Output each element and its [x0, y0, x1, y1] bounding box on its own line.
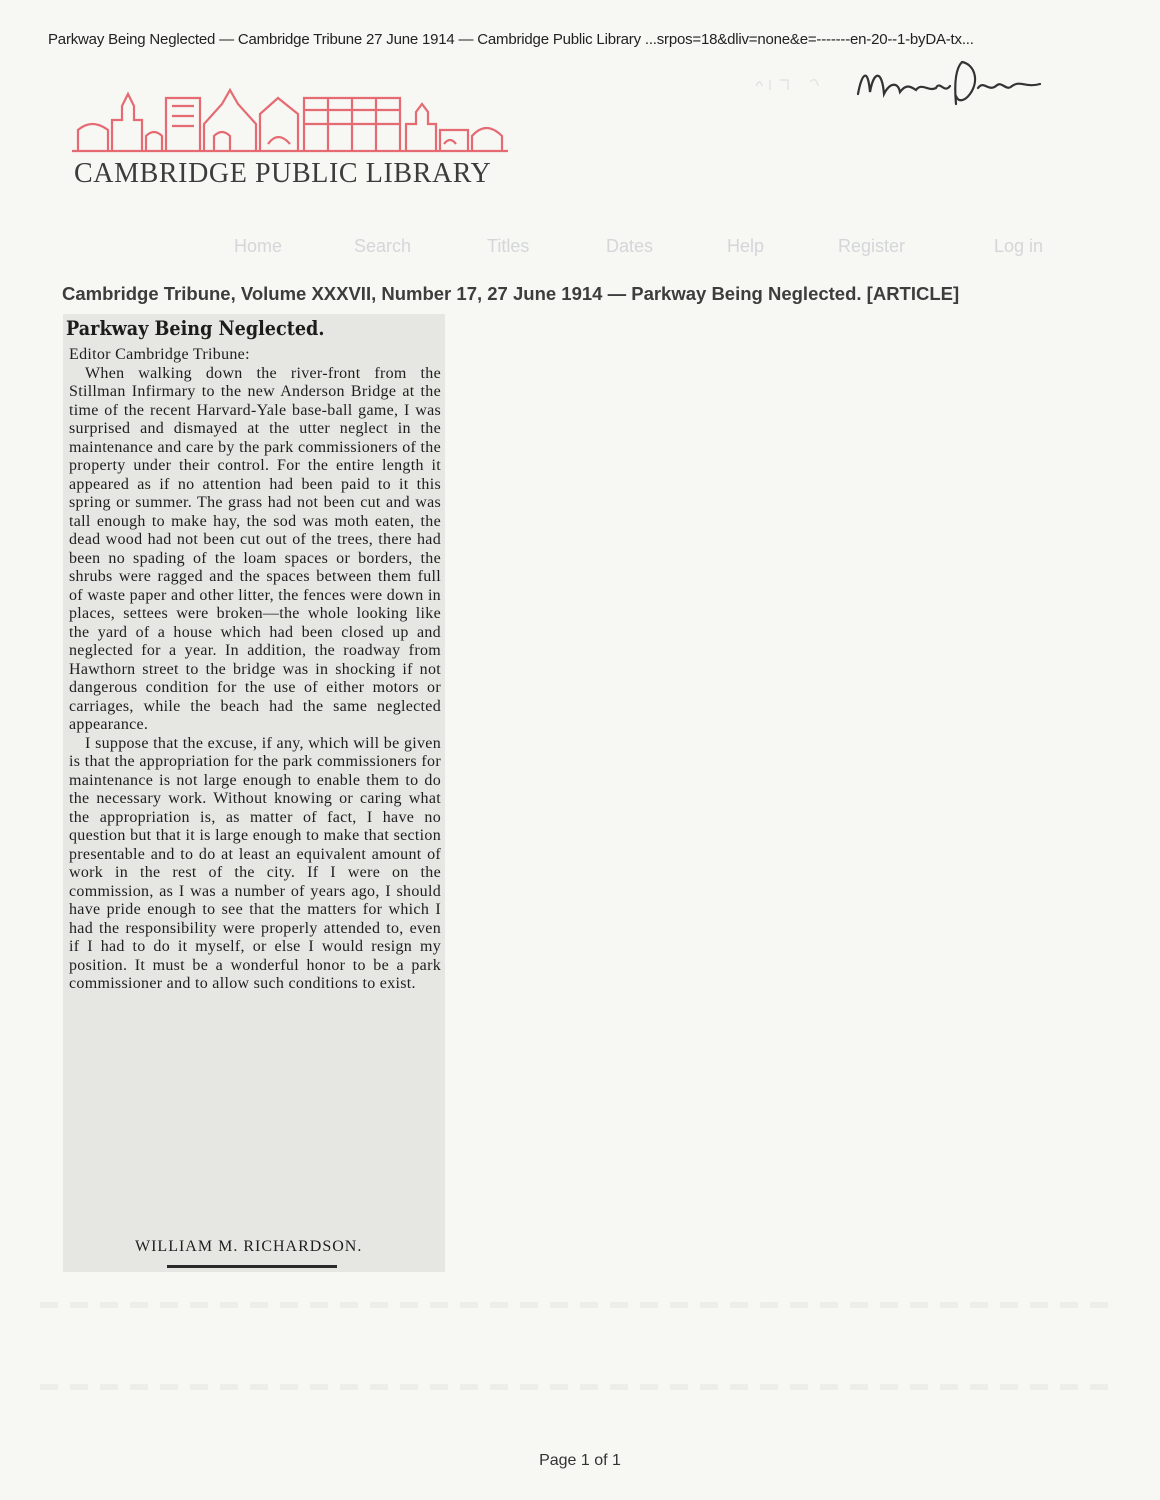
scan-artifact	[40, 1302, 1120, 1308]
nav-help-link[interactable]: Help	[727, 236, 765, 256]
article-citation: Cambridge Tribune, Volume XXXVII, Number 17, 27 June 1914 — Parkway Being Neglected. [ARTICLE]	[62, 283, 960, 304]
handwritten-annotation	[750, 52, 1060, 116]
article-paragraph: When walking down the river-front from the Stillman Infirmary to the new Anderson Bridge at the time of the recent Harvard-Yale base-ball game, I was surprised and dismayed at the utter neglect in the maintenance and care by the park commissioners of the property under their control. For the entire length it appeared as if no attention had been paid to it this spring or summer. The grass had not been cut and was tall enough to make hay, the sod was moth eaten, the dead wood had not been cut out of the trees, there had been no spading of the loam spaces or borders, the shrubs were ragged and the spaces between them full of waste paper and other litter, the fences were down in places, settees were broken—the whole looking like the yard of a house which had been closed up and neglected for a year. In addition, the roadway from Hawthorn street to the bridge was in shocking if not dangerous condition for the use of either motors or carriages, while the beach had the same neglected appearance.	[69, 364, 441, 733]
nav-dates-link[interactable]: Dates	[606, 236, 654, 256]
main-nav	[0, 236, 1160, 260]
library-skyline-logo	[72, 84, 512, 154]
scan-artifact	[40, 1384, 1120, 1390]
nav-login-link[interactable]: Log in	[994, 236, 1044, 256]
article-paragraph: I suppose that the excuse, if any, which will be given is that the appropriation for the park commissioners for maintenance is not large enough to enable them to do the necessary work. Without knowing or caring what the appropriation is, as matter of fact, I have no question but that it is large enough to make that section presentable and to do at least an equivalent amount of work in the rest of the city. If I were on the commission, as I was a number of years ago, I should have pride enough to see that the matters for which I had the responsibility were properly attended to, even if I had to do it myself, or else I would resign my position. It must be a wonderful honor to be a park commissioner and to allow such conditions to exist.	[69, 734, 441, 992]
nav-titles-link[interactable]: Titles	[487, 236, 530, 256]
nav-home-link[interactable]: Home	[234, 236, 283, 256]
article-body	[69, 346, 441, 994]
nav-search-link[interactable]: Search	[354, 236, 412, 256]
page-number: Page 1 of 1	[539, 1452, 621, 1469]
article-salutation: Editor Cambridge Tribune:	[69, 346, 250, 363]
library-name: CAMBRIDGE PUBLIC LIBRARY	[74, 158, 492, 189]
article-clipping	[63, 314, 445, 1272]
print-header-url: Parkway Being Neglected — Cambridge Tribune 27 June 1914 — Cambridge Public Library ...srpos=18&dliv=none&e=-------en-20--1-byDA-tx...	[48, 31, 974, 48]
closing-rule	[167, 1265, 337, 1268]
article-signature: WILLIAM M. RICHARDSON.	[135, 1238, 363, 1255]
nav-register-link[interactable]: Register	[838, 236, 906, 256]
article-headline: Parkway Being Neglected.	[66, 316, 325, 340]
